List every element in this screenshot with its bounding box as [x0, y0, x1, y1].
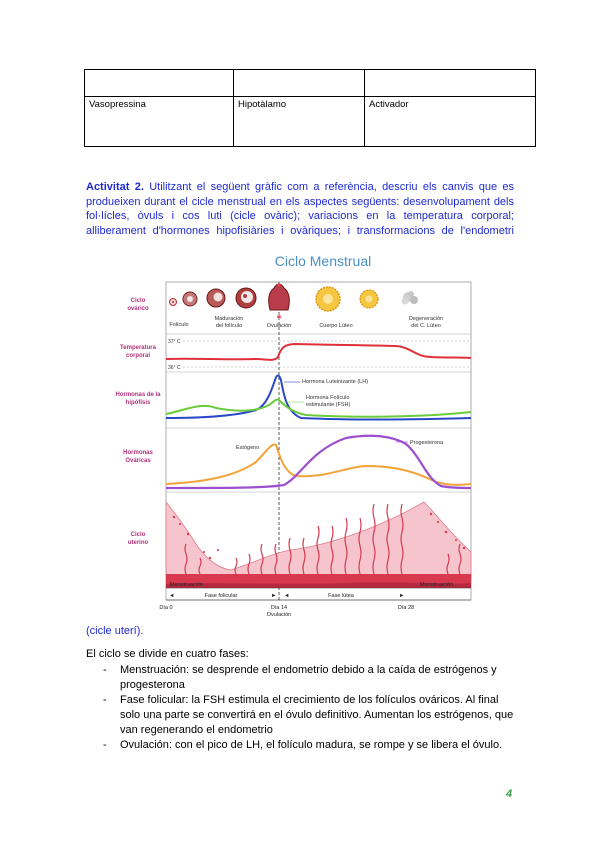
phases-text: [86, 647, 516, 753]
phases-intro: El ciclo se divide en cuatro fases:: [86, 648, 249, 660]
activity-continuation: (cicle uterí).: [86, 625, 144, 637]
activity-paragraph: [86, 180, 514, 237]
list-item: - Menstruación: se desprende el endometrio debido a la caída de estrógenos y progesterona: [103, 664, 497, 691]
hormone-table: [84, 69, 536, 147]
stage-degeneration-1: Degeneración: [408, 316, 444, 322]
label-uterine-1: Ciclo: [130, 532, 146, 538]
table-cell-hormone: Vasopressina: [85, 97, 234, 147]
estrogen-label: Estógeno: [236, 445, 260, 451]
temperature-curve: [166, 344, 471, 360]
table-cell: [85, 70, 234, 97]
list-item: - Ovulación: con el pico de LH, el folículo madura, se rompe y se libera el óvulo.: [103, 739, 503, 751]
lh-label: Hormona Luteinizante (LH): [302, 379, 369, 385]
estrogen-curve: [166, 444, 471, 484]
temp-low-label: 36° C: [168, 365, 181, 371]
stage-corpus-luteum: Cuerpo Lúteo: [319, 323, 353, 329]
activity-text: Utilitzant el següent gràfic com a referència, descriu els canvis que es produeixen durant el cicle menstrual en els aspectes següents: desenvolupament dels fol·lícles, òvuls i cos luti (cicle ovàric); variacions en la temperatura corporal; alliberament d'hormones hipofisiàries i ovàriques; i transformacions de l'endometri: [86, 181, 514, 237]
label-ovhorm-1: Hormonas: [123, 450, 153, 456]
list-item: - Fase folicular: la FSH estimula el crecimiento de los folículos ováricos. Al final solo una parte se convertirá en el óvulo definitivo. Aumentan los estrógenos, que van regenerando el endometrio: [103, 694, 514, 736]
label-temp-2: corporal: [125, 353, 151, 359]
day28-label: Día 28: [397, 605, 415, 611]
stage-degeneration-2: del C. Lúteo: [411, 323, 441, 329]
follicular-phase-label: Fase folicular: [204, 593, 238, 599]
table-cell: [234, 70, 365, 97]
table-cell-gland: Hipotàlamo: [234, 97, 365, 147]
stage-maturation-1: Maduración: [214, 316, 244, 322]
day14-label: Día 14: [270, 605, 288, 611]
follicle-stages: [170, 283, 419, 311]
svg-text:◄: ◄: [169, 593, 175, 599]
temp-high-label: 37° C: [168, 339, 181, 345]
label-temp-1: Temperatura: [120, 345, 156, 351]
progesterone-label: Progesterona: [410, 440, 444, 446]
day0-label: Día 0: [159, 605, 173, 611]
svg-text:►: ►: [271, 593, 277, 599]
menstrual-cycle-figure: [106, 252, 476, 624]
svg-text:✱: ✱: [276, 315, 282, 321]
stage-maturation-2: del folículo: [215, 323, 243, 329]
label-ovarian-2: ovárico: [127, 306, 149, 312]
label-pituitary-1: Hormonas de la: [115, 392, 161, 398]
day14-sub-label: Ovulación: [266, 612, 292, 618]
activity-label: Activitat 2.: [86, 181, 144, 193]
svg-text:►: ►: [399, 593, 405, 599]
page-number: 4: [506, 788, 513, 800]
label-pituitary-2: hipófisis: [125, 400, 151, 406]
label-ovhorm-2: Ováricas: [125, 458, 151, 464]
label-ovarian-1: Ciclo: [130, 298, 146, 304]
menstruation-left: Menstruación: [170, 582, 204, 588]
table-cell: [365, 70, 536, 97]
table-cell-action: Activador: [365, 97, 536, 147]
fsh-label-2: estimulante (FSH): [306, 402, 351, 408]
phases-list: [86, 663, 516, 753]
label-uterine-2: uterino: [127, 540, 149, 546]
fsh-label-1: Hormona Folículo: [306, 395, 350, 401]
figure-title: Ciclo Menstrual: [274, 253, 372, 269]
menstruation-right: Menstruación: [420, 582, 454, 588]
endometrium-illustration: [166, 502, 471, 588]
stage-ovulation: Ovulación: [266, 323, 292, 329]
stage-follicle: Folículo: [169, 322, 189, 328]
luteal-phase-label: Fase lútea: [328, 593, 354, 599]
svg-text:◄: ◄: [284, 593, 290, 599]
